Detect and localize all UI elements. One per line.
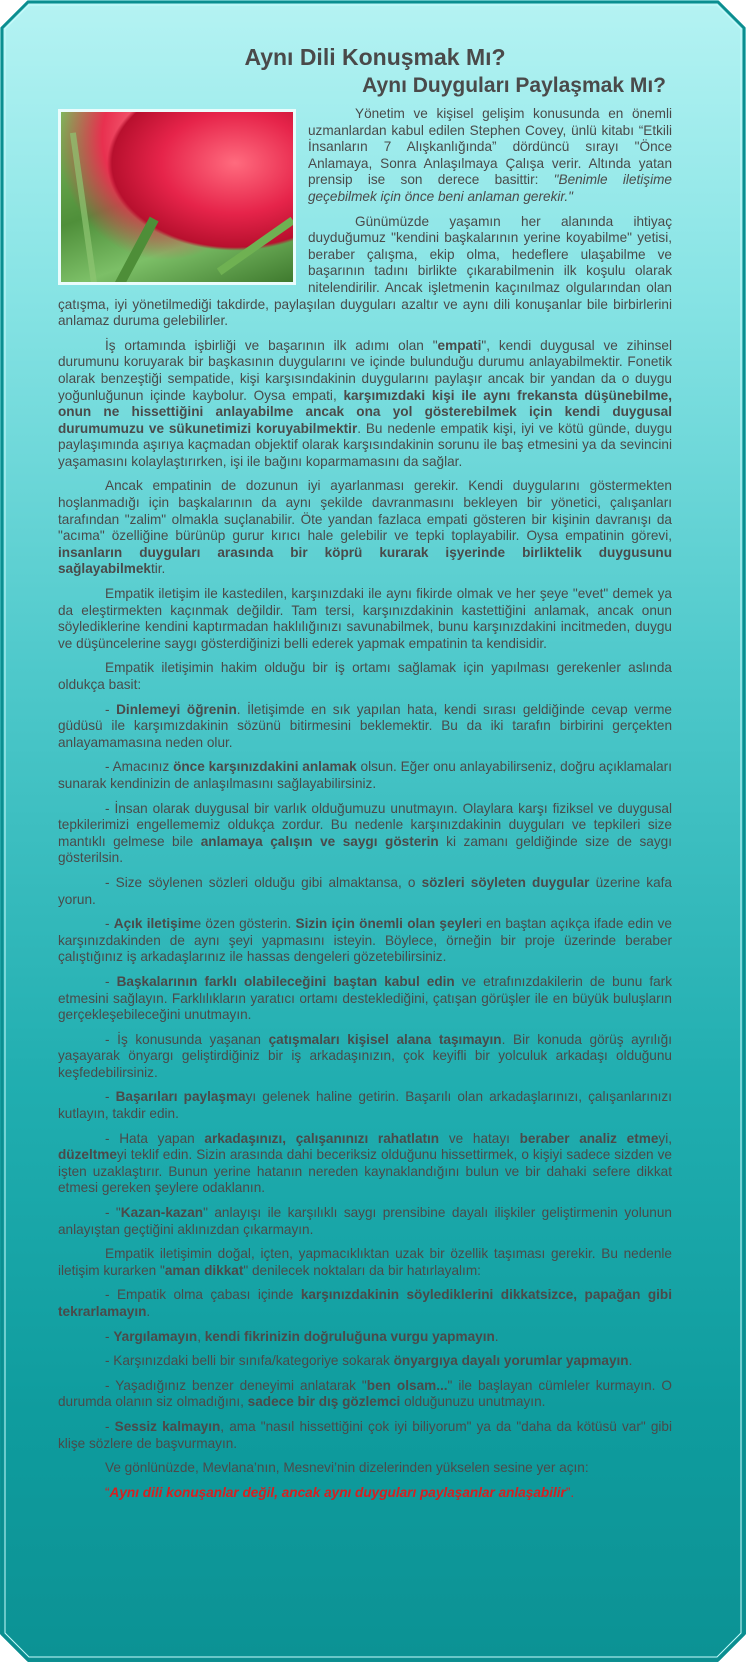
page-subtitle: Aynı Duyguları Paylaşmak Mı? [362, 74, 666, 97]
paragraph-empathy: İş ortamında işbirliği ve başarının ilk adımı olan "empati", kendi duygusal ve zihinsel durumunu koruyarak bir başkasının duygularını ve içinde bulunduğu durumu anlayabilmektir. Fonetik olarak benzeştiği sempatide, kişi karşısındakinin duygularını paylaşır ancak bir yandan da o duygu yoğunluğunun içinde kaybolur. Oysa empati, karşımızdaki kişi ile aynı frekansta düşünebilme, onun ne hissettiğini anlayabilme ancak ona yol gösterebilmek için kendi duygusal durumumuzu ve sükunetimizi koruyabilmektir. Bu nedenle empatik kişi, iyi ve kötü günde, duygu paylaşımında aşırıya kaçmadan objektif olarak karşısındakinin sorunu ile baş etmesini ya da sevincini yaşamasını kolaylaştırırken, işi ile bağını koparmamasını da sağlar. [58, 337, 672, 469]
paragraph-intro: Yönetim ve kişisel gelişim konusunda en önemli uzmanlardan kabul edilen Stephen Covey, ünlü kitabı “Etkili İnsanların 7 Alışkanlığında” dördüncü sırayı "Önce Anlamaya, Sonra Anlaşılmaya Çalışa verir. Altında yatan prensip ise son derece basittir: "Benimle iletişime geçebilmek için önce beni anlaman gerekir." [308, 106, 672, 204]
paragraph-closing: Ve gönlünüzde, Mevlana’nın, Mesnevi’nin dizelerinden yükselen sesine yer açın: [105, 1460, 589, 1476]
page-title: Aynı Dili Konuşmak Mı? [244, 44, 506, 70]
caution-item: - Karşınızdaki belli bir sınıfa/kategoriye sokarak önyargıya dayalı yorumlar yapmayın. [105, 1353, 633, 1369]
list-item: - "Kazan-kazan" anlayışı ile karşılıklı saygı prensibine dayalı ilişkiler geliştirmenin yolunun anlayıştan geçtiğini aklınızdan çıkarmayın. [58, 1205, 672, 1237]
list-item: - Dinlemeyi öğrenin. İletişimde en sık yapılan hata, kendi sırası geldiğinde cevap verme güdüsü ile karşımızdakinin sözünü bitirmesini beklemektir. Bu da iki tarafın birbirini gerçekten anlayamamasına neden olur. [58, 701, 672, 750]
list-item: - Açık iletişime özen gösterin. Sizin için önemli olan şeyleri en baştan açıkça ifade edin ve karşınızdakinden de aynı şeyi yapmasını isteyin. Böylece, örneğin bir proje üzerinde beraber çalıştığınız iş arkadaşlarınız ile hassas dengeleri gözetebilirsiniz. [58, 916, 672, 965]
paragraph-dose: Ancak empatinin de dozunun iyi ayarlanması gerekir. Kendi duygularını göstermekten hoşlanmadığı için başkalarının da aynı şekilde davranmasını bekleyen bir yönetici, çalışanları tarafından "zalim" olmakla suçlanabilir. Öte yandan fazlaca empati gösteren bir kişinin davranışı da "acıma" özelliğine bürünüp gurur kırıcı hale gelebilir ve tepki toplayabilir. Oysa empatinin görevi, insanların duyguları arasında bir köprü kurarak işyerinde birliktelik duygusunu sağlayabilmektir. [58, 478, 672, 577]
paragraph-steps-intro: Empatik iletişimin hakim olduğu bir iş ortamı sağlamak için yapılması gerekenler aslında oldukça basit: [58, 660, 672, 692]
caution-item: - Yaşadığınız benzer deneyimi anlatarak "ben olsam..." ile başlayan cümleler kurmayın. O durumda olanın siz olmadığını, sadece bir dış gözlemci olduğunuzu unutmayın. [58, 1377, 672, 1410]
caution-item: - Empatik olma çabası içinde karşınızdakinin söylediklerini dikkatsizce, papağan gibi tekrarlamayın. [58, 1287, 672, 1319]
list-item: - Size söylenen sözleri olduğu gibi almaktansa, o sözleri söyleten duygular üzerine kafa yorun. [58, 874, 672, 907]
list-item: - Hata yapan arkadaşınızı, çalışanınızı rahatlatın ve hatayı beraber analiz etmeyi, düzeltmeyi teklif edin. Sizin arasında dahi beceriksiz olduğunu hissettirmek, o kişiyi sadece sizden ve işten uzaklaştırır. Bunun yerine hatanın nereden kaynaklandığını bulun ve bir dahaki sefere dikkat etmesi gereken şeylere odaklanın. [58, 1130, 673, 1196]
stem-shape [93, 217, 158, 285]
list-item: - Başarıları paylaşmayı gelenek haline getirin. Başarılı olan arkadaşlarınızı, çalışanlarınızı kutlayın, takdir edin. [58, 1089, 672, 1122]
paragraph-caution-intro: Empatik iletişimin doğal, içten, yapmacıklıktan uzak bir özellik taşıması gerekir. Bu nedenle iletişim kurarken "aman dikkat" denilecek noktaları da bir hatırlayalım: [58, 1246, 672, 1278]
paragraph-meaning: Empatik iletişim ile kastedilen, karşınızdaki ile aynı fikirde olmak ve her şeye "evet" demek ya da eleştirmekten kaçınmak değildir. Tam tersi, karşınızdakinin kastettiğini anlamak, ancak onun söylediklerine kendini kaptırmadan haklılığınızı savunabilmek, bunu karşınızdakini incitmeden, duygu ve düşüncelerine saygı gösterdiğinizi belli ederek yapmak empatinin ta kendisidir. [58, 586, 672, 651]
stem-shape-2 [70, 132, 98, 285]
list-item: - Amacınız önce karşınızdakini anlamak olsun. Eğer onu anlayabilirseniz, doğru açıklamaları sunarak kendinizin de anlaşılmasını sağlayabilirsiniz. [58, 759, 672, 791]
caution-item: - Sessiz kalmayın, ama "nasıl hissettiğini çok iyi biliyorum" ya da "daha da kötüsü var" gibi klişe sözlere de başvurmayın. [58, 1418, 672, 1451]
caution-item: - Yargılamayın, kendi fikrinizin doğruluğuna vurgu yapmayın. [105, 1328, 499, 1344]
leaf-shape [217, 217, 295, 275]
article-content [58, 42, 672, 1509]
closing-quote: “Aynı dili konuşanlar değil, ancak aynı duyguları paylaşanlar anlaşabilir”. [105, 1484, 575, 1500]
rose-photo [58, 109, 296, 285]
paragraph-2: Günümüzde yaşamın her alanında ihtiyaç duyduğumuz "kendini başkalarının yerine koyabilme" yetisi, beraber çalışma, ekip olma, hedeflere ulaşabilme ve başarının tadını birlikte çıkarabilmenin ilk koşulu olarak nitelendirilir. Ancak işletmenin kaçınılmaz olgularından olan çatışma, iyi yönetilmediği takdirde, paylaşılan duyguları azaltır ve aynı dili konuşanlar bile birbirlerini anlamaz duruma gelebilirler. [58, 213, 672, 329]
list-item: - İnsan olarak duygusal bir varlık olduğumuzu unutmayın. Olaylara karşı fiziksel ve duygusal tepkilerimizi engellememiz oldukça zordur. Bu nedenle karşınızdakinin duyguları ve tepkileri size mantıklı gelmese bile anlamaya çalışın ve saygı gösterin ki zamanı geldiğinde size de saygı gösterilsin. [58, 800, 673, 866]
list-item: - Başkalarının farklı olabileceğini baştan kabul edin ve etrafınızdakilerin de bunu fark etmesini sağlayın. Farklılıkların yaratıcı ortamı desteklediğini, çatışan görüşler ile en büyük buluşların gerçekleşebileceğini unutmayın. [58, 973, 673, 1023]
list-item: - İş konusunda yaşanan çatışmaları kişisel alana taşımayın. Bir konuda görüş ayrılığı yaşayarak önyargı geliştirdiğiniz bir iş arkadaşınızın, çok keyifli bir yolculuk arkadaşı olduğunu keşfedebilirsiniz. [58, 1031, 672, 1080]
